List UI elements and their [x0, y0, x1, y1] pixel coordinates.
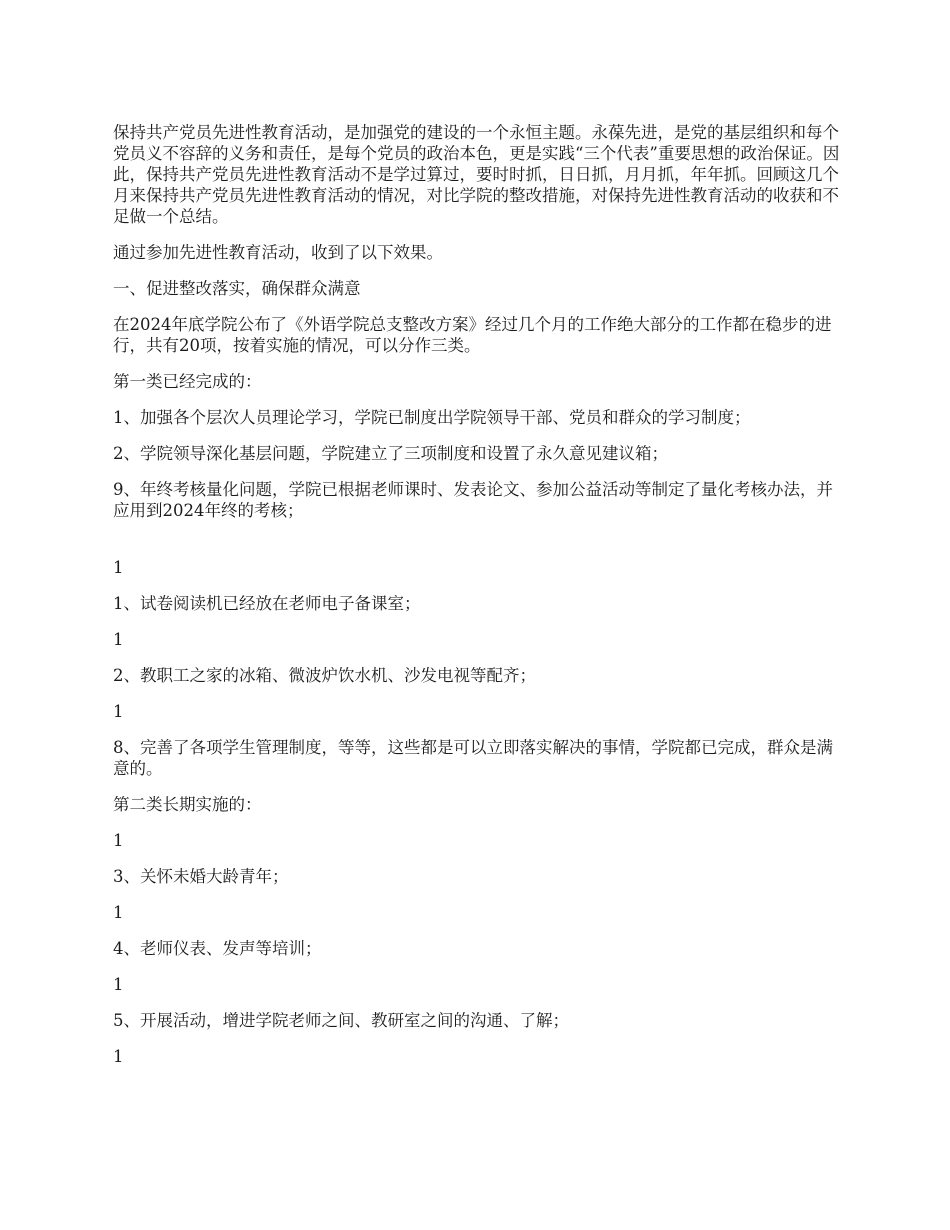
intro-paragraph: 保持共产党员先进性教育活动，是加强党的建设的一个永恒主题。永葆先进，是党的基层组织和每个党员义不容辞的义务和责任，是每个党员的政治本色，更是实践“三个代表”重要思想的政治保证。因此，保持共产党员先进性教育活动不是学过算过，要时时抓，日日抓，月月抓，年年抓。回顾这几个月来保持共产党员先进性教育活动的情况，对比学院的整改措施，对保持先进性教育活动的收获和不足做一个总结。: [113, 123, 840, 226]
list-marker: 1: [113, 831, 124, 850]
list-marker: 1: [113, 630, 124, 649]
list-item: 5、开展活动，增进学院老师之间、教研室之间的沟通、了解；: [113, 1011, 569, 1030]
category-heading: 第一类已经完成的：: [113, 372, 262, 391]
list-marker: 1: [113, 702, 124, 721]
effects-intro: 通过参加先进性教育活动，收到了以下效果。: [113, 243, 443, 262]
list-item: 9、年终考核量化问题，学院已根据老师课时、发表论文、参加公益活动等制定了量化考核办法，并应用到2024年终的考核；: [113, 480, 833, 520]
list-marker: 1: [113, 903, 124, 922]
document-body: [113, 122, 843, 1082]
list-item: 2、学院领导深化基层问题，学院建立了三项制度和设置了永久意见建议箱；: [113, 444, 668, 463]
list-item: 1、加强各个层次人员理论学习，学院已制度出学院领导干部、党员和群众的学习制度；: [113, 408, 751, 427]
list-marker: 1: [113, 975, 124, 994]
category-heading: 第二类长期实施的：: [113, 795, 262, 814]
list-item: 8、完善了各项学生管理制度，等等，这些都是可以立即落实解决的事情，学院都已完成，群众是满意的。: [113, 738, 833, 778]
list-item: 4、老师仪表、发声等培训；: [113, 939, 322, 958]
list-marker: 1: [113, 558, 124, 577]
list-item: 3、关怀未婚大龄青年；: [113, 867, 289, 886]
list-item: 1、试卷阅读机已经放在老师电子备课室；: [113, 594, 421, 613]
list-item: 2、教职工之家的冰箱、微波炉饮水机、沙发电视等配齐；: [113, 666, 536, 685]
section-heading: 一、促进整改落实，确保群众满意: [113, 279, 361, 298]
list-marker: 1: [113, 1047, 124, 1066]
plan-paragraph: 在2024年底学院公布了《外语学院总支整改方案》经过几个月的工作绝大部分的工作都在稳步的进行，共有20项，按着实施的情况，可以分作三类。: [113, 315, 832, 355]
